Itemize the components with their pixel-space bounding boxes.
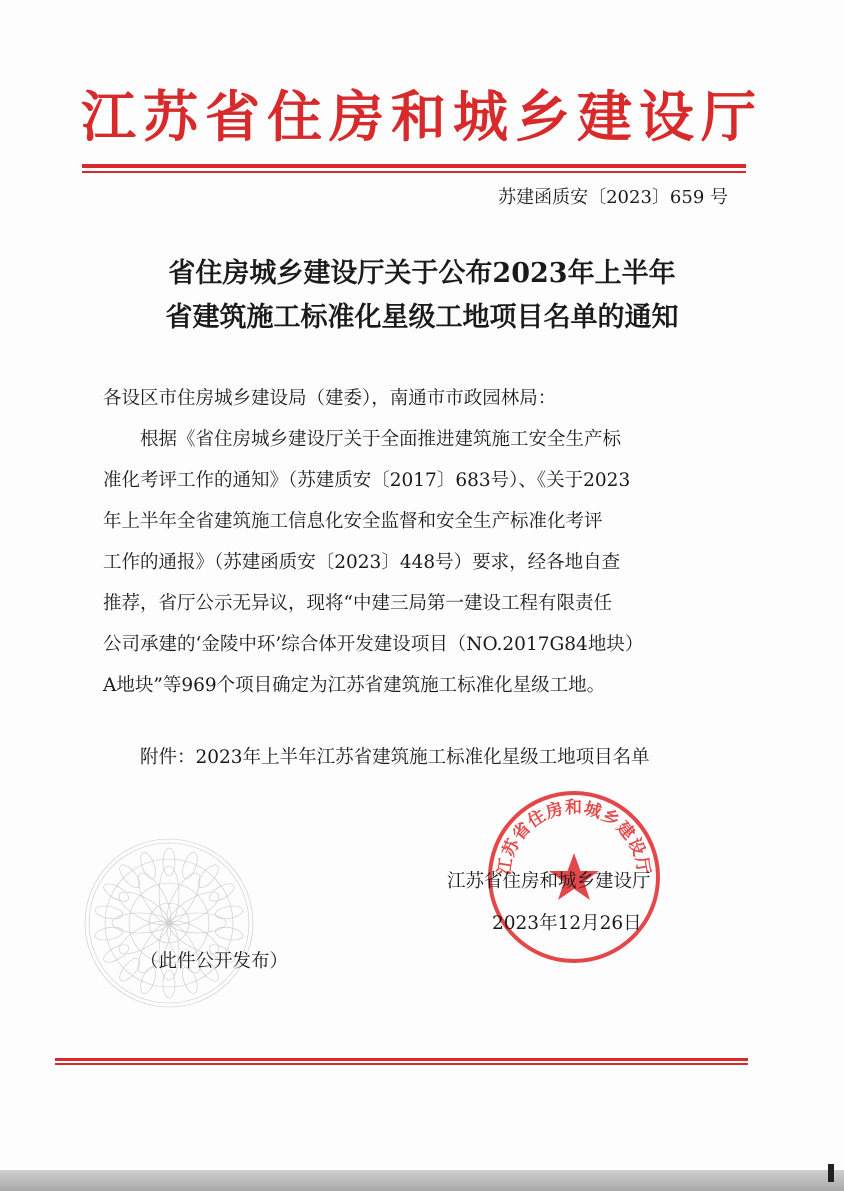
scan-edge-strip bbox=[0, 1170, 844, 1191]
attachment-note: 附件：2023年上半年江苏省建筑施工标准化星级工地项目名单 bbox=[140, 747, 650, 768]
body-line: A地块”等969个项目确定为江苏省建筑施工标准化星级工地。 bbox=[103, 675, 606, 696]
body-line: 推荐，省厅公示无异议，现将“中建三局第一建设工程有限责任 bbox=[103, 593, 612, 614]
scan-mark bbox=[828, 1164, 834, 1182]
issuing-authority-header: 江苏省住房和城乡建设厅 bbox=[80, 84, 763, 149]
footer-divider-thin bbox=[55, 1063, 748, 1065]
issuer-signature: 江苏省住房和城乡建设厅 bbox=[447, 871, 651, 892]
issue-date: 2023年12月26日 bbox=[492, 913, 642, 934]
body-line: 准化考评工作的通知》（苏建质安〔2017〕683号）、《关于2023 bbox=[103, 470, 631, 491]
title-line: 省建筑施工标准化星级工地项目名单的通知 bbox=[165, 302, 679, 333]
body-line: 根据《省住房城乡建设厅关于全面推进建筑施工安全生产标 bbox=[140, 429, 622, 450]
seal-text: 江苏省住房和城乡建设厅 bbox=[494, 798, 654, 877]
watermark-seal-icon bbox=[82, 836, 256, 1010]
document-number: 苏建函质安〔2023〕659 号 bbox=[498, 187, 728, 208]
body-line: 公司承建的‘金陵中环’综合体开发建设项目（NO.2017G84地块） bbox=[103, 634, 644, 655]
disclosure-note: （此件公开发布） bbox=[140, 951, 289, 972]
salutation: 各设区市住房城乡建设局（建委），南通市市政园林局： bbox=[103, 388, 557, 409]
document-title bbox=[0, 252, 844, 340]
footer-divider-thick bbox=[55, 1058, 748, 1061]
body-line: 工作的通报》（苏建函质安〔2023〕448号）要求，经各地自查 bbox=[103, 552, 621, 573]
header-divider-thick bbox=[82, 164, 746, 168]
header-divider-thin bbox=[82, 171, 746, 173]
title-line: 省住房城乡建设厅关于公布2023年上半年 bbox=[168, 258, 676, 289]
document-body bbox=[103, 378, 743, 706]
body-line: 年上半年全省建筑施工信息化安全监督和安全生产标准化考评 bbox=[103, 511, 603, 532]
